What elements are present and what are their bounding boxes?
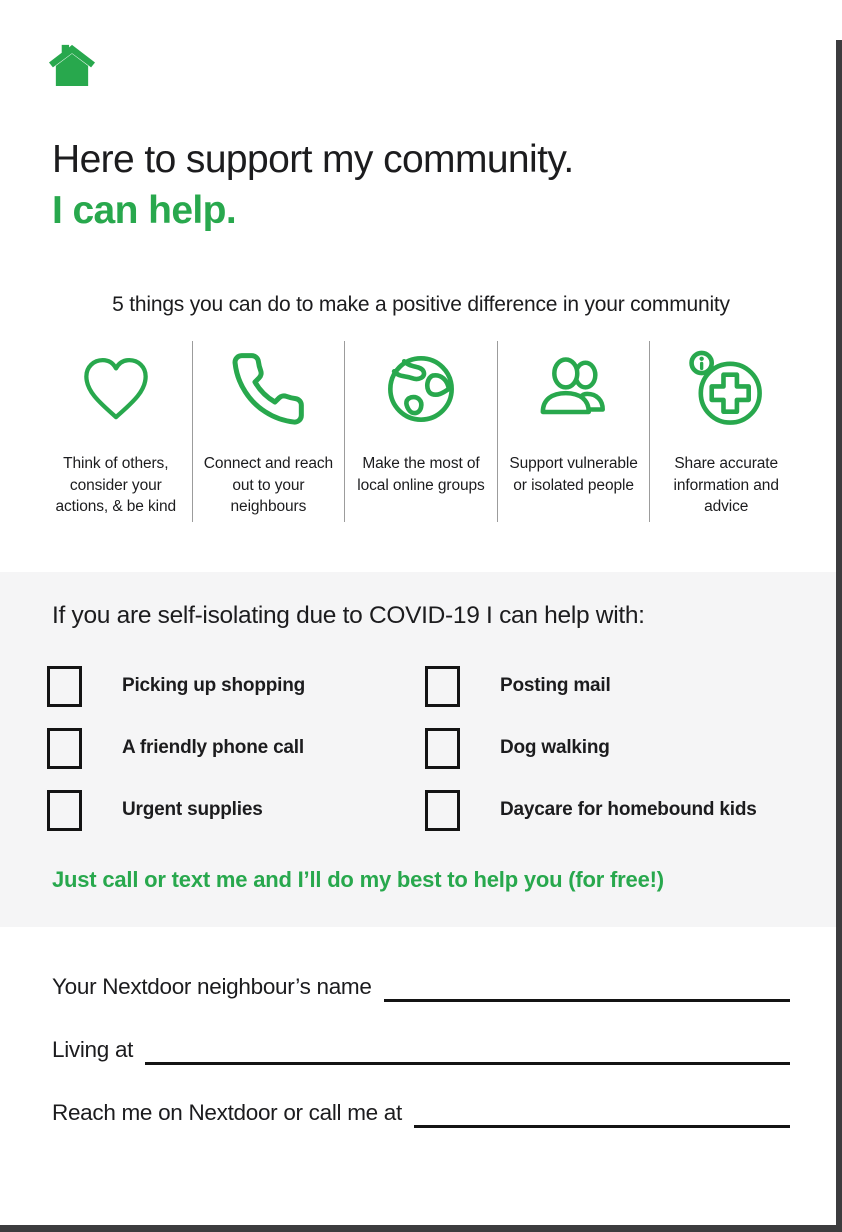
thing-item-support [497,341,650,521]
flyer-page [0,40,842,1232]
checkbox-label: A friendly phone call [122,737,304,758]
checkbox-label: Urgent supplies [122,799,263,820]
checkbox-daycare-homebound-kids[interactable] [425,790,460,831]
thing-caption: Support vulnerable or isolated people [509,455,638,494]
help-section [0,572,842,927]
checkbox-label: Daycare for homebound kids [500,799,757,820]
help-option-row [47,666,425,707]
thing-caption: Share accurate information and advice [673,455,779,516]
living-at-label: Living at [52,1037,134,1062]
checkbox-label: Posting mail [500,675,611,696]
checkbox-picking-up-shopping[interactable] [47,666,82,707]
checkbox-friendly-phone-call[interactable] [47,728,82,769]
things-intro: 5 things you can do to make a positive difference in your community [112,293,730,317]
reach-me-label: Reach me on Nextdoor or call me at [52,1100,402,1125]
thing-caption: Make the most of local online groups [357,455,485,494]
call-or-text-cta: Just call or text me and I’ll do my best to help you (for free!) [52,866,664,892]
checkbox-dog-walking[interactable] [425,728,460,769]
help-heading: If you are self-isolating due to COVID-19 I can help with: [52,601,645,629]
phone-icon [228,343,308,435]
thing-item-connect [192,341,345,521]
page-title [52,135,790,236]
help-option-row [425,728,796,769]
nextdoor-house-icon [47,40,97,86]
things-row [40,341,802,521]
title-line-1: Here to support my community. [52,138,574,181]
title-line-2: I can help. [52,188,237,232]
living-at-write-line[interactable] [145,1062,790,1065]
thing-item-groups [344,341,497,521]
thing-caption: Think of others, consider your actions, & be kind [55,455,177,516]
thing-item-information [649,341,802,521]
help-option-row [425,790,796,831]
help-option-row [47,790,425,831]
globe-icon [379,343,463,435]
neighbour-name-write-line[interactable] [384,999,790,1002]
page-edge-right [836,40,842,1232]
form-row-address [52,1034,790,1067]
checkbox-label: Picking up shopping [122,675,306,696]
help-option-row [425,666,796,707]
form-row-contact [52,1097,790,1130]
help-option-row [47,728,425,769]
thing-caption: Connect and reach out to your neighbours [203,455,334,516]
checkbox-label: Dog walking [500,737,610,758]
form-row-name [52,971,790,1004]
contact-form [0,927,842,1130]
thing-item-kindness [40,341,192,521]
medical-info-icon [684,343,768,435]
page-edge-bottom [0,1225,842,1232]
reach-me-write-line[interactable] [414,1125,790,1128]
heart-icon [75,343,157,435]
people-icon [531,343,617,435]
neighbour-name-label: Your Nextdoor neighbour’s name [52,974,372,999]
help-options-grid [47,666,796,831]
checkbox-posting-mail[interactable] [425,666,460,707]
checkbox-urgent-supplies[interactable] [47,790,82,831]
